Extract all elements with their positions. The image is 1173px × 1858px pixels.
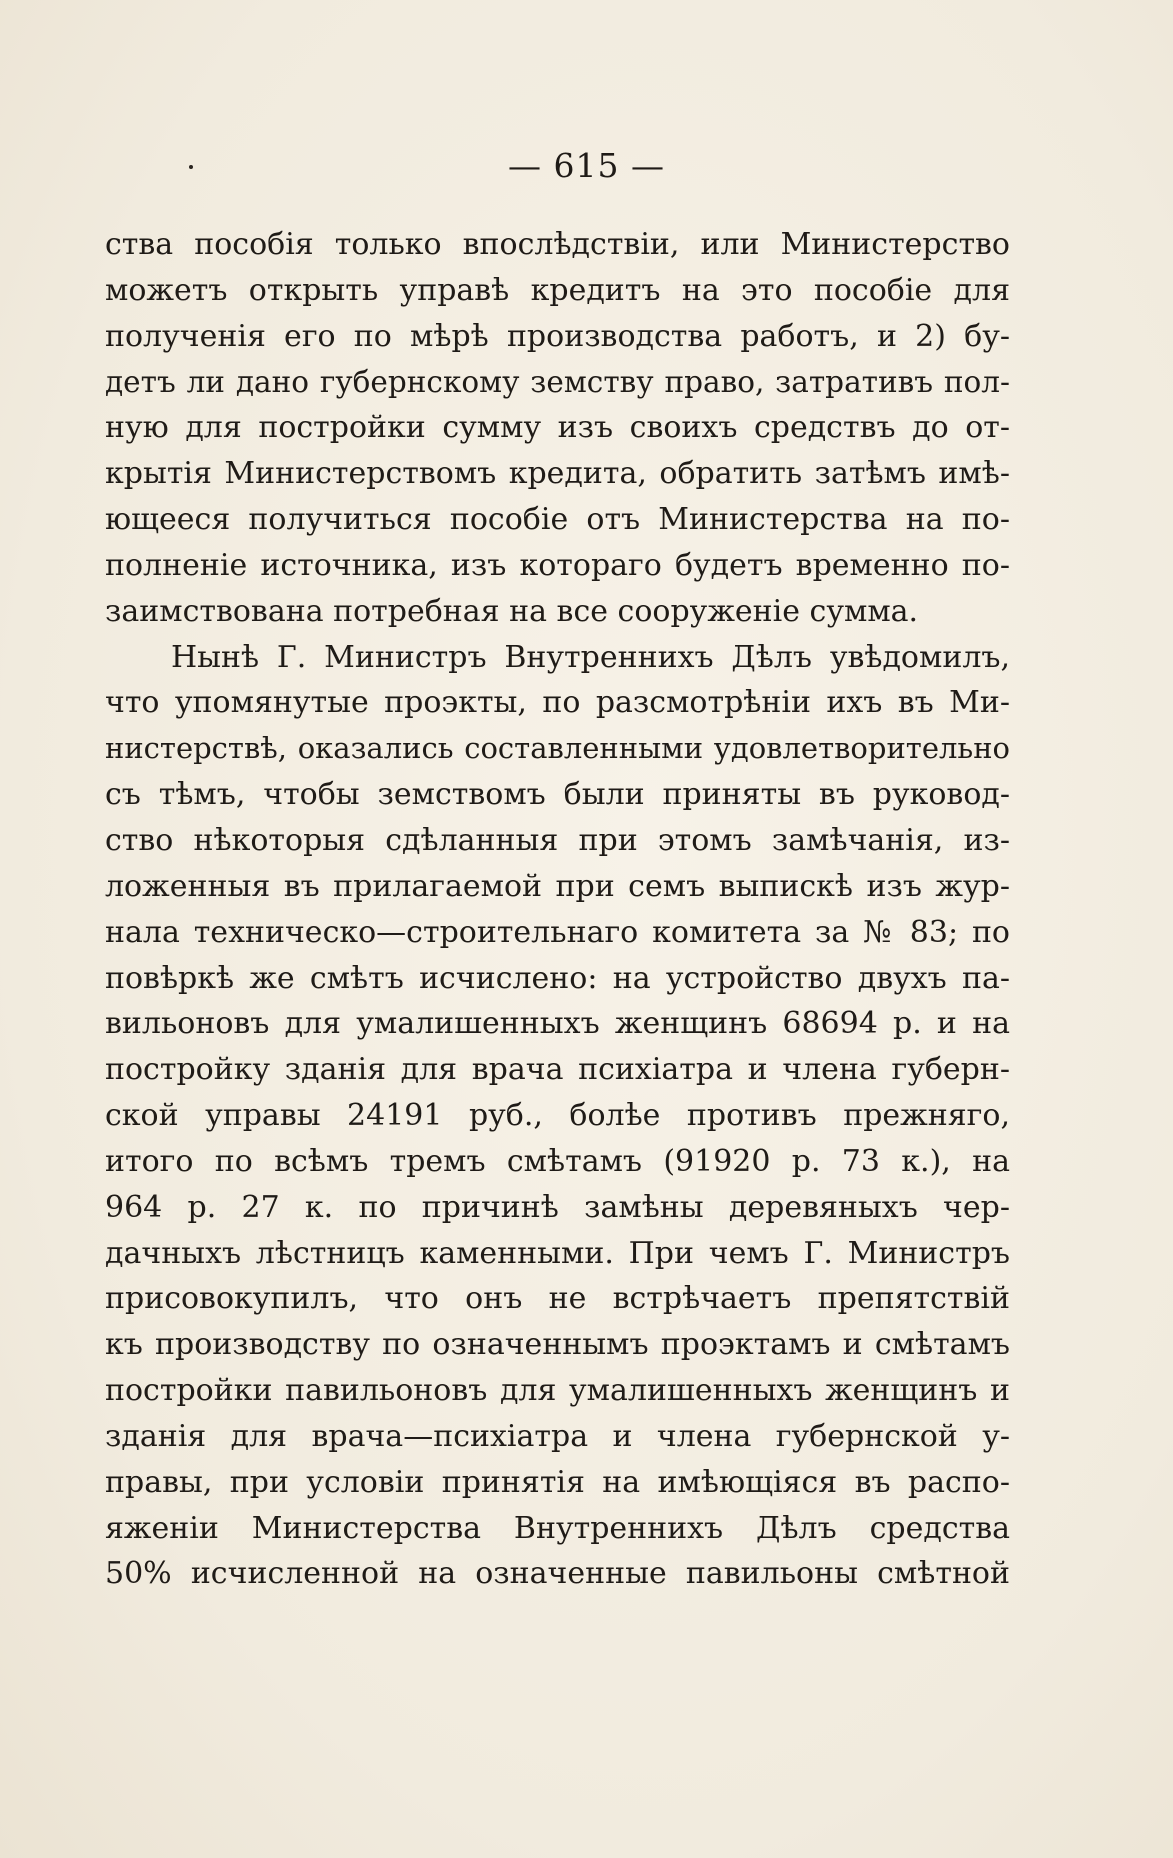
text-line: ложенныя въ прилагаемой при семъ выпискѣ изъ жур- xyxy=(105,868,1010,904)
text-line: нистерствѣ, оказались составленными удовлетворительно xyxy=(105,731,1010,766)
text-line: заимствована потребная на все сооруженіе сумма. xyxy=(105,593,919,629)
text-line: къ производству по означеннымъ проэктамъ и смѣтамъ xyxy=(105,1327,1010,1363)
text-line: 50% исчисленной на означенные павильоны смѣтной xyxy=(105,1556,1010,1592)
body-text xyxy=(105,222,1010,1597)
text-line: полненіе источника, изъ котораго будетъ временно по- xyxy=(105,547,1010,583)
text-line: ющееся получиться пособіе отъ Министерства на по- xyxy=(105,502,1010,538)
text-line: 964 р. 27 к. по причинѣ замѣны деревяныхъ чер- xyxy=(105,1189,1010,1225)
text-line: ную для постройки сумму изъ своихъ средствъ до от- xyxy=(105,410,1010,446)
text-line: ства пособія только впослѣдствіи, или Министерство xyxy=(105,227,1010,262)
text-line: нала техническо—строительнаго комитета за № 83; по xyxy=(105,914,1010,950)
text-line: вильоновъ для умалишенныхъ женщинъ 68694 р. и на xyxy=(105,1006,1010,1042)
text-line: постройку зданія для врача психіатра и члена губерн- xyxy=(105,1052,1010,1088)
text-line: съ тѣмъ, чтобы земствомъ были приняты въ руковод- xyxy=(105,777,1010,813)
text-line: детъ ли дано губернскому земству право, затративъ пол- xyxy=(105,364,1010,399)
text-line: итого по всѣмъ тремъ смѣтамъ (91920 р. 73 к.), на xyxy=(105,1143,1010,1179)
page-number: — 615 — xyxy=(508,146,665,185)
text-line: полученія его по мѣрѣ производства работъ, и 2) бу- xyxy=(105,318,1010,354)
text-line: присовокупилъ, что онъ не встрѣчаетъ препятствій xyxy=(105,1281,1010,1317)
text-line: повѣркѣ же смѣтъ исчислено: на устройство двухъ па- xyxy=(105,960,1010,996)
text-line: можетъ открыть управѣ кредитъ на это пособіе для xyxy=(105,272,1010,308)
text-line: ской управы 24191 руб., болѣе противъ прежняго, xyxy=(105,1098,1010,1134)
text-line: правы, при условіи принятія на имѣющіяся въ распо- xyxy=(105,1464,1010,1500)
text-line: яженіи Министерства Внутреннихъ Дѣлъ средства xyxy=(105,1510,1010,1546)
text-line: что упомянутые проэкты, по разсмотрѣніи ихъ въ Ми- xyxy=(105,685,1010,721)
text-line: зданія для врача—психіатра и члена губернской у- xyxy=(105,1418,1010,1454)
text-line: ство нѣкоторыя сдѣланныя при этомъ замѣчанія, из- xyxy=(105,822,1010,858)
paragraph-start-line: Нынѣ Г. Министръ Внутреннихъ Дѣлъ увѣдомилъ, xyxy=(171,639,1010,675)
text-line: крытія Министерствомъ кредита, обратить затѣмъ имѣ- xyxy=(105,456,1010,492)
text-line: дачныхъ лѣстницъ каменными. При чемъ Г. Министръ xyxy=(105,1235,1010,1271)
text-line: постройки павильоновъ для умалишенныхъ женщинъ и xyxy=(105,1373,1010,1409)
